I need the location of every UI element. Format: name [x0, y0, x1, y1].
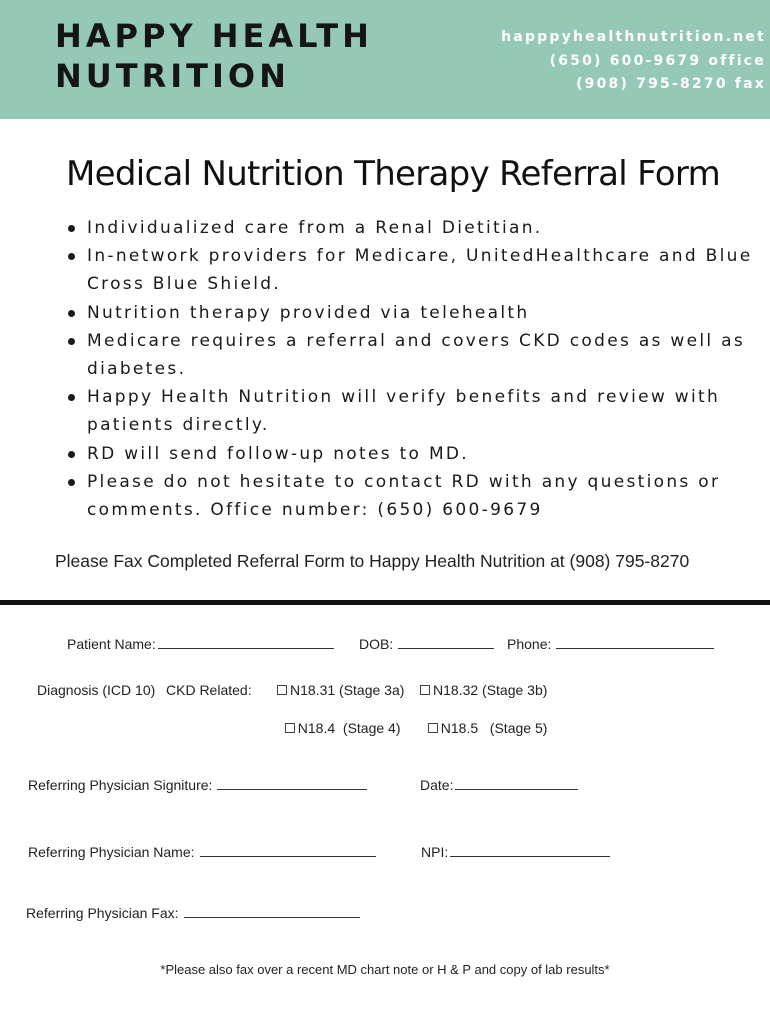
- patient-name-line[interactable]: [158, 634, 334, 649]
- checkbox-n18-5[interactable]: [420, 704, 547, 736]
- brand-line-2: NUTRITION: [55, 57, 290, 95]
- checkbox-n18-32[interactable]: [420, 682, 547, 698]
- fax-instruction: Please Fax Completed Referral Form to Happy Health Nutrition at (908) 795-8270: [55, 551, 690, 571]
- phone-field[interactable]: [507, 634, 714, 652]
- bullet-item: Medicare requires a referral and covers CKD codes as well as diabetes.: [66, 327, 766, 383]
- code-label: N18.31 (Stage 3a): [290, 682, 405, 698]
- section-divider: [0, 600, 770, 605]
- bullet-item: Please do not hesitate to contact RD with any questions or comments. Office number: (650) 600-9679: [66, 468, 766, 524]
- footnote: *Please also fax over a recent MD chart note or H & P and copy of lab results*: [160, 962, 610, 977]
- code-label: N18.5 (Stage 5): [440, 720, 548, 736]
- bullet-item: Happy Health Nutrition will verify benefits and review with patients directly.: [66, 383, 766, 439]
- physician-signature-field[interactable]: [28, 775, 367, 793]
- page-title: Medical Nutrition Therapy Referral Form: [66, 154, 720, 194]
- signature-label: Referring Physician Signiture:: [28, 777, 213, 793]
- checkbox-n18-4[interactable]: [277, 704, 401, 736]
- checkbox-icon[interactable]: [428, 723, 438, 733]
- dob-field[interactable]: [359, 634, 494, 652]
- bullet-item: Nutrition therapy provided via telehealth: [66, 299, 766, 327]
- physician-fax-label: Referring Physician Fax:: [26, 905, 179, 921]
- contact-info: [501, 26, 766, 97]
- dob-line[interactable]: [398, 634, 494, 649]
- patient-name-field[interactable]: [67, 634, 334, 652]
- checkbox-icon[interactable]: [420, 685, 430, 695]
- diagnosis-label: Diagnosis (ICD 10): [37, 682, 156, 698]
- physician-name-label: Referring Physician Name:: [28, 844, 195, 860]
- brand-logo-text: [55, 16, 373, 96]
- office-phone: (650) 600-9679 office: [549, 52, 766, 69]
- npi-line[interactable]: [450, 842, 610, 857]
- checkbox-n18-31[interactable]: [277, 682, 404, 698]
- physician-name-line[interactable]: [200, 842, 376, 857]
- code-label: N18.4 (Stage 4): [297, 720, 401, 736]
- phone-label: Phone:: [507, 636, 552, 652]
- website-text: happpyhealthnutrition.net: [501, 29, 766, 45]
- physician-fax-line[interactable]: [184, 903, 360, 918]
- ckd-label: CKD Related:: [166, 682, 252, 698]
- date-line[interactable]: [455, 775, 578, 790]
- bullet-item: In-network providers for Medicare, UnitedHealthcare and Blue Cross Blue Shield.: [66, 242, 766, 298]
- bullet-item: RD will send follow-up notes to MD.: [66, 440, 766, 468]
- patient-name-label: Patient Name:: [67, 636, 156, 652]
- brand-line-1: HAPPY HEALTH: [55, 17, 373, 55]
- npi-field[interactable]: [421, 842, 610, 860]
- date-field[interactable]: [420, 775, 578, 793]
- checkbox-icon[interactable]: [285, 723, 295, 733]
- npi-label: NPI:: [421, 844, 449, 860]
- signature-line[interactable]: [217, 775, 367, 790]
- fax-number: (908) 795-8270 fax: [576, 76, 766, 92]
- bullet-item: Individualized care from a Renal Dietitian.: [66, 214, 766, 242]
- physician-name-field[interactable]: [28, 842, 376, 860]
- date-label: Date:: [420, 777, 454, 793]
- code-label: N18.32 (Stage 3b): [433, 682, 548, 698]
- info-bullet-list: [66, 214, 766, 524]
- checkbox-icon[interactable]: [277, 685, 287, 695]
- phone-line[interactable]: [556, 634, 714, 649]
- header-banner: [0, 0, 770, 119]
- dob-label: DOB:: [359, 636, 394, 652]
- physician-fax-field[interactable]: [26, 903, 360, 921]
